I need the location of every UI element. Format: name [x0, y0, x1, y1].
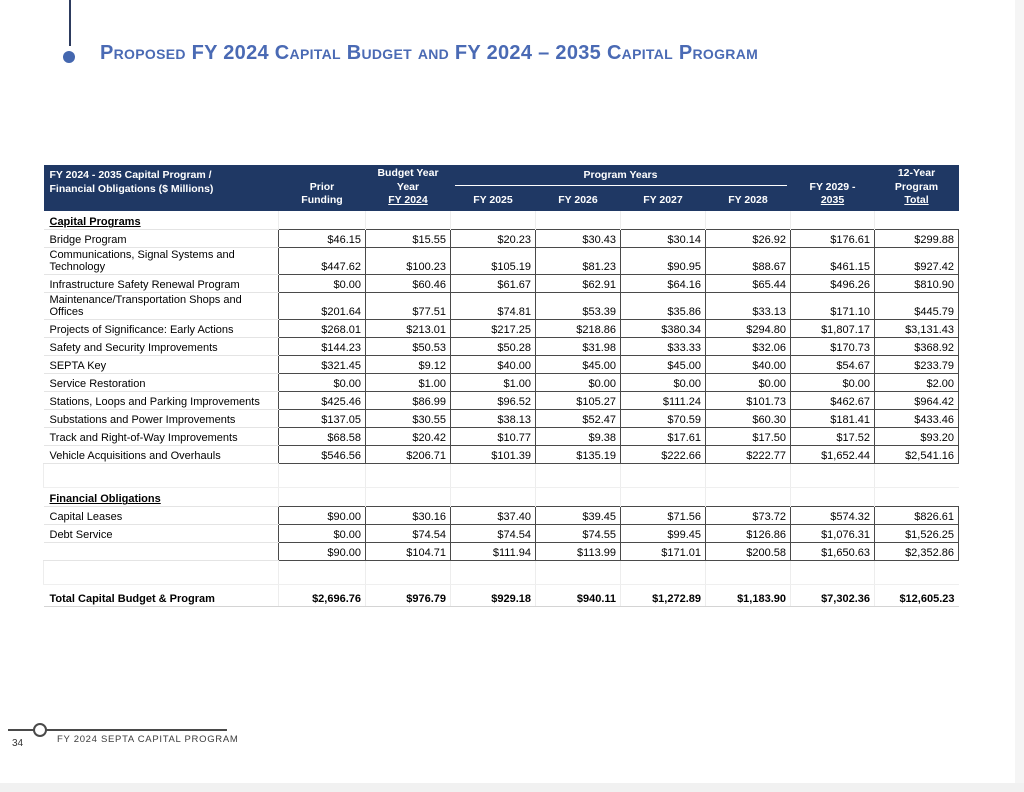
cell-fy2029-2035: $171.10	[791, 293, 875, 320]
cell-fy2029-2035: $181.41	[791, 410, 875, 428]
capital-program-table	[43, 165, 959, 607]
cell-fy2028: $0.00	[706, 374, 791, 392]
cell-fy2028: $222.77	[706, 446, 791, 464]
cell-prior-funding: $321.45	[279, 356, 366, 374]
cell-fy2025: $217.25	[451, 320, 536, 338]
cell-fy2024: $104.71	[366, 543, 451, 561]
cell-fy2026: $0.00	[536, 374, 621, 392]
cell-fy2029-2035: $1,650.63	[791, 543, 875, 561]
header-12-year-program-total: 12-Year Program Total	[875, 165, 959, 211]
cell-fy2025: $74.54	[451, 525, 536, 543]
empty-cell	[621, 211, 706, 230]
cell-fy2028: $200.58	[706, 543, 791, 561]
cell-fy2027: $380.34	[621, 320, 706, 338]
cell-fy2024: $30.55	[366, 410, 451, 428]
header-budget-year-fy2024: Budget Year Year FY 2024	[366, 165, 451, 211]
cell-12yr-total: $368.92	[875, 338, 959, 356]
cell-12yr-total: $233.79	[875, 356, 959, 374]
header-fy2025: FY 2025	[451, 188, 536, 211]
empty-cell	[621, 488, 706, 507]
cell-fy2028: $33.13	[706, 293, 791, 320]
cell-fy2024: $206.71	[366, 446, 451, 464]
empty-cell	[279, 211, 366, 230]
cell-fy2028: $101.73	[706, 392, 791, 410]
cell-fy2025: $111.94	[451, 543, 536, 561]
cell-fy2027: $70.59	[621, 410, 706, 428]
cell-fy2026: $45.00	[536, 356, 621, 374]
cell-fy2028: $126.86	[706, 525, 791, 543]
cell-12yr-total: $2,352.86	[875, 543, 959, 561]
table-body	[44, 211, 959, 607]
cell-fy2025: $20.23	[451, 230, 536, 248]
spacer-row	[44, 561, 959, 585]
cell-prior-funding: $90.00	[279, 543, 366, 561]
row-label: Maintenance/Transportation Shops and Offices	[49, 294, 242, 319]
section-heading: Capital Programs	[49, 216, 141, 229]
cell-fy2024: $50.53	[366, 338, 451, 356]
header-row-label: FY 2024 - 2035 Capital Program / Financial Obligations ($ Millions)	[44, 165, 279, 211]
cell-fy2028: $26.92	[706, 230, 791, 248]
cell-fy2025: $61.67	[451, 275, 536, 293]
cell-prior-funding: $425.46	[279, 392, 366, 410]
cell-fy2026: $52.47	[536, 410, 621, 428]
cell-12yr-total: $927.42	[875, 248, 959, 275]
cell-fy2026: $218.86	[536, 320, 621, 338]
cell-fy2029-2035: $462.67	[791, 392, 875, 410]
cell-fy2027: $35.86	[621, 293, 706, 320]
table-row	[44, 543, 959, 561]
header-fy2027: FY 2027	[621, 188, 706, 211]
cell-fy2025: $74.81	[451, 293, 536, 320]
bullet-icon	[63, 51, 75, 63]
row-label: Communications, Signal Systems and Technology	[49, 249, 235, 274]
cell-12yr-total: $299.88	[875, 230, 959, 248]
cell-fy2024: $213.01	[366, 320, 451, 338]
empty-cell	[451, 488, 536, 507]
cell-fy2026: $81.23	[536, 248, 621, 275]
cell-fy2025: $40.00	[451, 356, 536, 374]
table-row	[44, 275, 959, 293]
cell-12yr-total: $810.90	[875, 275, 959, 293]
footer-circle-marker	[33, 723, 47, 737]
capital-program-table-container	[43, 165, 959, 607]
cell-prior-funding: $137.05	[279, 410, 366, 428]
total-fy2024: $976.79	[366, 585, 451, 607]
cell-fy2028: $17.50	[706, 428, 791, 446]
cell-12yr-total: $445.79	[875, 293, 959, 320]
row-label: Capital Leases	[49, 511, 123, 524]
cell-prior-funding: $0.00	[279, 525, 366, 543]
cell-fy2024: $30.16	[366, 507, 451, 525]
table-row	[44, 392, 959, 410]
title-accent-line	[69, 0, 71, 46]
empty-cell	[791, 211, 875, 230]
cell-prior-funding: $0.00	[279, 374, 366, 392]
spacer-row	[44, 464, 959, 488]
cell-fy2028: $32.06	[706, 338, 791, 356]
cell-fy2028: $73.72	[706, 507, 791, 525]
cell-fy2025: $10.77	[451, 428, 536, 446]
cell-fy2027: $99.45	[621, 525, 706, 543]
row-label: Substations and Power Improvements	[49, 414, 236, 427]
section-heading-row	[44, 211, 959, 230]
table-row	[44, 356, 959, 374]
empty-cell	[279, 488, 366, 507]
empty-cell	[875, 488, 959, 507]
row-label: Debt Service	[49, 529, 113, 542]
footer-text: FY 2024 SEPTA CAPITAL PROGRAM	[57, 734, 239, 745]
row-label: SEPTA Key	[49, 360, 107, 373]
cell-fy2026: $30.43	[536, 230, 621, 248]
row-label: Stations, Loops and Parking Improvements	[49, 396, 260, 409]
cell-12yr-total: $1,526.25	[875, 525, 959, 543]
cell-fy2024: $86.99	[366, 392, 451, 410]
total-fy2025: $929.18	[451, 585, 536, 607]
total-fy2027: $1,272.89	[621, 585, 706, 607]
cell-fy2024: $20.42	[366, 428, 451, 446]
cell-fy2027: $171.01	[621, 543, 706, 561]
cell-fy2028: $294.80	[706, 320, 791, 338]
total-row-label: Total Capital Budget & Program	[49, 593, 215, 606]
cell-prior-funding: $546.56	[279, 446, 366, 464]
row-label: Bridge Program	[49, 234, 127, 247]
table-row	[44, 230, 959, 248]
cell-12yr-total: $3,131.43	[875, 320, 959, 338]
cell-fy2024: $100.23	[366, 248, 451, 275]
cell-prior-funding: $46.15	[279, 230, 366, 248]
row-label: Service Restoration	[49, 378, 146, 391]
total-fy2028: $1,183.90	[706, 585, 791, 607]
total-row	[44, 585, 959, 607]
empty-cell	[706, 488, 791, 507]
cell-fy2024: $9.12	[366, 356, 451, 374]
cell-fy2025: $38.13	[451, 410, 536, 428]
cell-fy2026: $62.91	[536, 275, 621, 293]
cell-fy2026: $9.38	[536, 428, 621, 446]
viewer-background-bottom	[0, 783, 1024, 792]
cell-fy2025: $101.39	[451, 446, 536, 464]
header-fy2026: FY 2026	[536, 188, 621, 211]
cell-fy2025: $105.19	[451, 248, 536, 275]
total-fy2026: $940.11	[536, 585, 621, 607]
row-label: Safety and Security Improvements	[49, 342, 218, 355]
cell-prior-funding: $268.01	[279, 320, 366, 338]
page-number: 34	[12, 738, 24, 749]
cell-fy2026: $53.39	[536, 293, 621, 320]
cell-12yr-total: $2,541.16	[875, 446, 959, 464]
empty-cell	[791, 488, 875, 507]
cell-12yr-total: $93.20	[875, 428, 959, 446]
table-row	[44, 525, 959, 543]
empty-cell	[366, 211, 451, 230]
table-row	[44, 320, 959, 338]
cell-fy2028: $65.44	[706, 275, 791, 293]
empty-cell	[536, 211, 621, 230]
cell-fy2027: $71.56	[621, 507, 706, 525]
cell-fy2025: $50.28	[451, 338, 536, 356]
cell-fy2029-2035: $496.26	[791, 275, 875, 293]
cell-fy2027: $90.95	[621, 248, 706, 275]
cell-fy2027: $17.61	[621, 428, 706, 446]
empty-cell	[536, 488, 621, 507]
empty-cell	[451, 211, 536, 230]
cell-fy2029-2035: $1,076.31	[791, 525, 875, 543]
cell-prior-funding: $447.62	[279, 248, 366, 275]
table-row	[44, 374, 959, 392]
section-heading-row	[44, 488, 959, 507]
cell-fy2026: $135.19	[536, 446, 621, 464]
cell-prior-funding: $90.00	[279, 507, 366, 525]
cell-fy2024: $77.51	[366, 293, 451, 320]
viewer-background-right	[1015, 0, 1024, 783]
cell-fy2029-2035: $170.73	[791, 338, 875, 356]
cell-fy2028: $60.30	[706, 410, 791, 428]
empty-cell	[706, 211, 791, 230]
empty-cell	[366, 488, 451, 507]
cell-fy2024: $74.54	[366, 525, 451, 543]
page-title: Proposed FY 2024 Capital Budget and FY 2024 – 2035 Capital Program	[100, 42, 759, 64]
cell-12yr-total: $433.46	[875, 410, 959, 428]
cell-fy2024: $1.00	[366, 374, 451, 392]
table-row	[44, 248, 959, 275]
cell-fy2027: $222.66	[621, 446, 706, 464]
cell-fy2029-2035: $17.52	[791, 428, 875, 446]
empty-cell	[875, 211, 959, 230]
cell-fy2024: $60.46	[366, 275, 451, 293]
cell-prior-funding: $144.23	[279, 338, 366, 356]
total-fy2029-2035: $7,302.36	[791, 585, 875, 607]
cell-fy2029-2035: $1,807.17	[791, 320, 875, 338]
row-label: Infrastructure Safety Renewal Program	[49, 279, 240, 292]
cell-fy2027: $0.00	[621, 374, 706, 392]
cell-fy2024: $15.55	[366, 230, 451, 248]
cell-fy2029-2035: $176.61	[791, 230, 875, 248]
table-row	[44, 428, 959, 446]
cell-fy2027: $64.16	[621, 275, 706, 293]
cell-fy2027: $33.33	[621, 338, 706, 356]
cell-fy2026: $39.45	[536, 507, 621, 525]
cell-fy2027: $45.00	[621, 356, 706, 374]
cell-fy2025: $1.00	[451, 374, 536, 392]
cell-fy2026: $74.55	[536, 525, 621, 543]
cell-prior-funding: $68.58	[279, 428, 366, 446]
cell-12yr-total: $2.00	[875, 374, 959, 392]
row-label: Vehicle Acquisitions and Overhauls	[49, 450, 221, 463]
cell-fy2028: $88.67	[706, 248, 791, 275]
cell-12yr-total: $826.61	[875, 507, 959, 525]
cell-fy2029-2035: $1,652.44	[791, 446, 875, 464]
cell-prior-funding: $0.00	[279, 275, 366, 293]
table-row	[44, 293, 959, 320]
table-header	[44, 165, 959, 211]
cell-fy2025: $96.52	[451, 392, 536, 410]
cell-fy2027: $30.14	[621, 230, 706, 248]
cell-fy2026: $31.98	[536, 338, 621, 356]
cell-fy2026: $105.27	[536, 392, 621, 410]
table-row	[44, 410, 959, 428]
cell-fy2029-2035: $574.32	[791, 507, 875, 525]
row-label: Projects of Significance: Early Actions	[49, 324, 234, 337]
cell-12yr-total: $964.42	[875, 392, 959, 410]
cell-fy2027: $111.24	[621, 392, 706, 410]
cell-fy2025: $37.40	[451, 507, 536, 525]
cell-fy2028: $40.00	[706, 356, 791, 374]
cell-fy2029-2035: $461.15	[791, 248, 875, 275]
total-12yr-total: $12,605.23	[875, 585, 959, 607]
table-row	[44, 507, 959, 525]
header-program-years-group: Program Years	[451, 165, 791, 188]
cell-fy2029-2035: $0.00	[791, 374, 875, 392]
cell-fy2029-2035: $54.67	[791, 356, 875, 374]
header-prior-funding: Prior Funding	[279, 165, 366, 211]
table-row	[44, 446, 959, 464]
row-label: Track and Right-of-Way Improvements	[49, 432, 238, 445]
cell-prior-funding: $201.64	[279, 293, 366, 320]
cell-fy2026: $113.99	[536, 543, 621, 561]
header-fy2029-2035: FY 2029 - 2035	[791, 165, 875, 211]
total-prior-funding: $2,696.76	[279, 585, 366, 607]
section-heading: Financial Obligations	[49, 493, 161, 506]
table-row	[44, 338, 959, 356]
header-fy2028: FY 2028	[706, 188, 791, 211]
